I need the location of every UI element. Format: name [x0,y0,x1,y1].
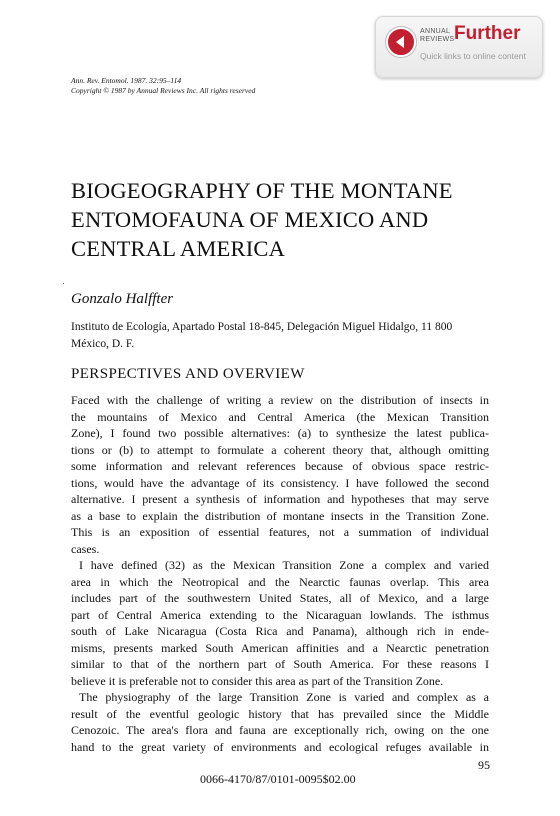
copyright-notice: Copyright © 1987 by Annual Reviews Inc. All rights reserved [71,86,256,95]
journal-citation: Ann. Rev. Entomol. 1987. 32:95–114 [71,76,182,85]
badge-subtitle: Quick links to online content [420,51,526,61]
annual-reviews-further-badge[interactable] [375,16,543,78]
article-title [71,176,511,263]
body-line: Cenozoic. The area's flora and fauna are exceptionally rich, owing on the one [71,723,489,737]
body-line: tions, would have the advantage of its consistency. I have followed the second [71,475,489,490]
body-line: as a base to explain the distribution of montane insects in the Transition Zone. [71,508,489,523]
footer-code: 0066-4170/87/0101-0095$02.00 [200,772,356,786]
play-back-icon [386,27,416,57]
body-line: tions or (b) to attempt to formulate a coherent theory that, although omitting [71,442,489,457]
title-line: BIOGEOGRAPHY OF THE MONTANE [71,178,453,203]
title-line: ENTOMOFAUNA OF MEXICO AND [71,207,429,232]
body-line: the mountains of Mexico and Central America (the Mexican Transition [71,409,489,424]
title-line: CENTRAL AMERICA [71,236,286,261]
body-line: misms, presents marked South American affinities and a Nearctic penetration [71,640,489,655]
body-line: area in which the Neotropical and the Nearctic faunas overlap. This area [71,574,489,589]
body-line: result of the eventful geologic history that has prevailed since the Middle [71,706,489,721]
body-line: believe it is preferable not to consider this area as part of the Transition Zone. [71,673,444,688]
body-line: alternative. I present a synthesis of information and hypotheses that may serve [71,492,489,506]
body-line: some information and relevant references because of obvious space restric- [71,459,489,473]
body-line: includes part of the southwestern United States, all of Mexico, and a large [71,591,489,605]
body-line: Zone), I found two possible alternatives: (a) to synthesize the latest publica- [71,426,489,440]
body-line: I have defined (32) as the Mexican Transition Zone a complex and varied [79,558,489,572]
body-line: The physiography of the large Transition Zone is varied and complex as a [79,690,489,704]
body-line: cases. [71,541,100,556]
badge-further-label: Further [454,23,521,44]
author-name: Gonzalo Halffter [71,291,174,307]
badge-brand-text [420,28,454,44]
margin-mark [63,283,64,284]
journal-citation-block [71,76,255,96]
affiliation-line: Instituto de Ecología, Apartado Postal 18-845, Delegación Miguel Hidalgo, 11 800 [71,321,453,333]
body-line: This is an exposition of essential features, not a summation of individual [71,525,489,539]
body-text [71,392,489,755]
body-line: part of Central America extending to the Nicaraguan lowlands. The isthmus [71,607,489,622]
body-line: Faced with the challenge of writing a review on the distribution of insects in [71,393,489,407]
page-number: 95 [478,758,490,772]
body-line: south of Lake Nicaragua (Costa Rica and Panama), although rich in ende- [71,624,489,638]
affiliation-line: México, D. F. [71,338,135,350]
section-heading: PERSPECTIVES AND OVERVIEW [71,366,305,382]
body-line: hand to the great variety of environments and ecological refuges available in [71,739,489,754]
badge-line-annual: ANNUAL [420,28,451,35]
badge-line-reviews: REVIEWS [420,36,455,43]
author-affiliation [71,319,491,353]
body-line: similar to that of the northern part of South America. For these reasons I [71,657,489,671]
